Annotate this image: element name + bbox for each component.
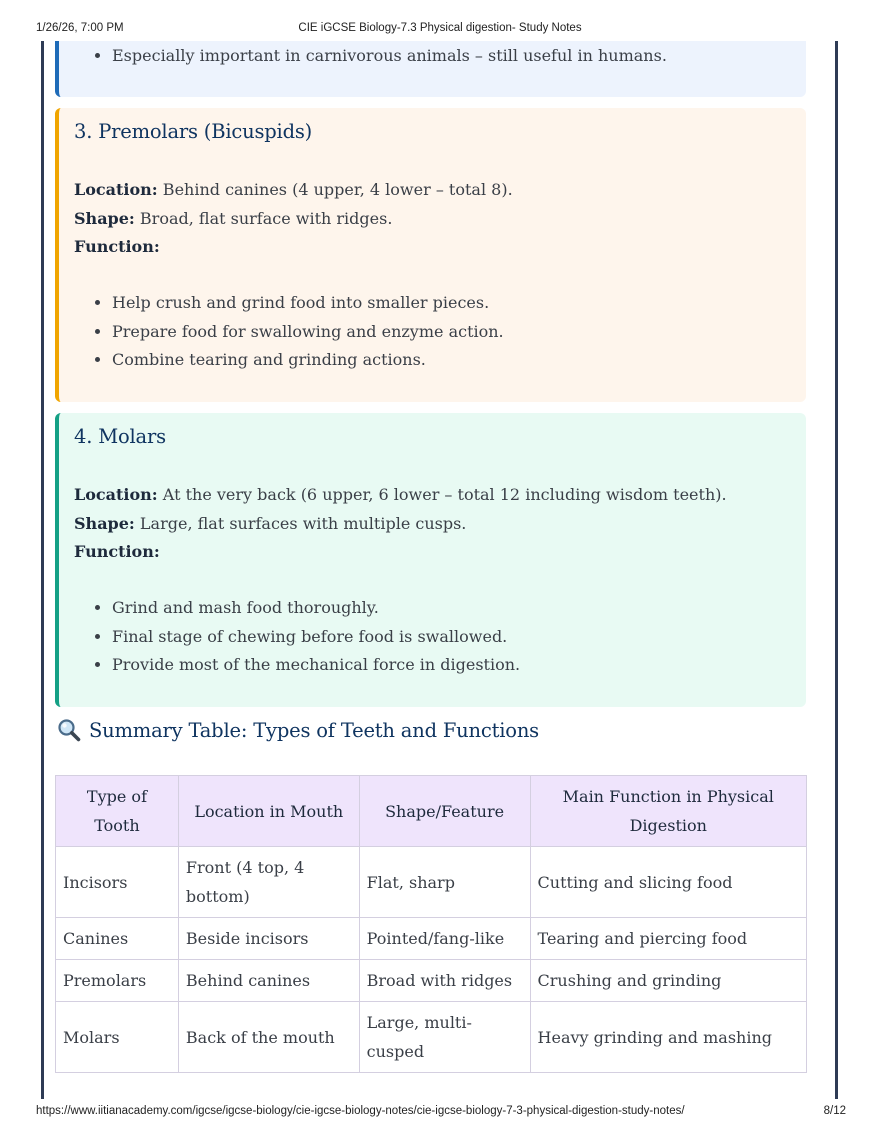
- list-item: • Help crush and grind food into smaller pieces.: [112, 289, 504, 318]
- table-cell: Incisors: [56, 847, 179, 918]
- table-cell: Canines: [56, 918, 179, 960]
- table-cell: Large, multi-cusped: [359, 1002, 530, 1073]
- print-doc-title: CIE iGCSE Biology-7.3 Physical digestion- Study Notes: [298, 22, 582, 34]
- table-cell: Beside incisors: [178, 918, 359, 960]
- canines-card-tail: [55, 41, 806, 97]
- table-cell: Pointed/fang-like: [359, 918, 530, 960]
- location-value: Behind canines (4 upper, 4 lower – total 8).: [157, 180, 513, 199]
- list-item: • Final stage of chewing before food is swallowed.: [112, 623, 520, 652]
- table-cell: Heavy grinding and mashing: [530, 1002, 806, 1073]
- premolars-function: [74, 233, 513, 262]
- canines-bullet-list: [74, 42, 667, 71]
- premolars-function-list: [74, 289, 504, 375]
- location-value: At the very back (6 upper, 6 lower – total 12 including wisdom teeth).: [157, 485, 727, 504]
- list-item: • Grind and mash food thoroughly.: [112, 594, 520, 623]
- list-item: • Prepare food for swallowing and enzyme action.: [112, 318, 504, 347]
- premolars-title: 3. Premolars (Bicuspids): [74, 120, 313, 143]
- molars-facts: [74, 481, 727, 567]
- table-cell: Molars: [56, 1002, 179, 1073]
- table-cell: Front (4 top, 4 bottom): [178, 847, 359, 918]
- print-datetime: 1/26/26, 7:00 PM: [36, 22, 124, 34]
- teeth-summary-table: [55, 775, 807, 1073]
- table-header-row: [56, 776, 807, 847]
- function-label: Function:: [74, 237, 160, 256]
- column-header: Main Function in Physical Digestion: [530, 776, 806, 847]
- table-row: [56, 918, 807, 960]
- table-row: [56, 1002, 807, 1073]
- summary-heading: [57, 718, 539, 742]
- magnifier-icon: [57, 718, 81, 742]
- table-cell: Crushing and grinding: [530, 960, 806, 1002]
- content-frame-right-border: [835, 41, 838, 1099]
- column-header: Type of Tooth: [56, 776, 179, 847]
- summary-heading-text: Summary Table: Types of Teeth and Functions: [89, 718, 539, 742]
- list-item: • Combine tearing and grinding actions.: [112, 346, 504, 375]
- list-item: • Especially important in carnivorous animals – still useful in humans.: [112, 42, 667, 71]
- page-number: 8/12: [823, 1105, 846, 1117]
- table-cell: Premolars: [56, 960, 179, 1002]
- column-header: Shape/Feature: [359, 776, 530, 847]
- molars-shape: [74, 510, 727, 539]
- premolars-facts: [74, 176, 513, 262]
- molars-function-list: [74, 594, 520, 680]
- shape-label: Shape:: [74, 208, 135, 228]
- premolars-location: [74, 176, 513, 205]
- molars-location: [74, 481, 727, 510]
- shape-value: Broad, flat surface with ridges.: [134, 208, 393, 228]
- table-cell: Behind canines: [178, 960, 359, 1002]
- function-label: Function:: [74, 542, 160, 561]
- table-cell: Back of the mouth: [178, 1002, 359, 1073]
- premolars-shape: [74, 205, 513, 234]
- table-row: [56, 847, 807, 918]
- column-header: Location in Mouth: [178, 776, 359, 847]
- print-url: https://www.iitianacademy.com/igcse/igcse-biology/cie-igcse-biology-notes/cie-igcse-biology-7-3-physical-digestion-study-notes/: [36, 1105, 685, 1117]
- content-frame-left-border: [41, 41, 44, 1099]
- list-item: • Provide most of the mechanical force in digestion.: [112, 651, 520, 680]
- table-cell: Flat, sharp: [359, 847, 530, 918]
- table-cell: Cutting and slicing food: [530, 847, 806, 918]
- shape-value: Large, flat surfaces with multiple cusps.: [134, 513, 467, 533]
- premolars-card: [55, 108, 806, 402]
- location-label: Location:: [74, 485, 158, 504]
- print-footer: [0, 1103, 880, 1123]
- molars-title: 4. Molars: [74, 425, 166, 448]
- table-row: [56, 960, 807, 1002]
- print-header: [0, 0, 880, 40]
- molars-card: [55, 413, 806, 707]
- table-cell: Broad with ridges: [359, 960, 530, 1002]
- molars-function: [74, 538, 727, 567]
- location-label: Location:: [74, 180, 158, 199]
- shape-label: Shape:: [74, 513, 135, 533]
- table-cell: Tearing and piercing food: [530, 918, 806, 960]
